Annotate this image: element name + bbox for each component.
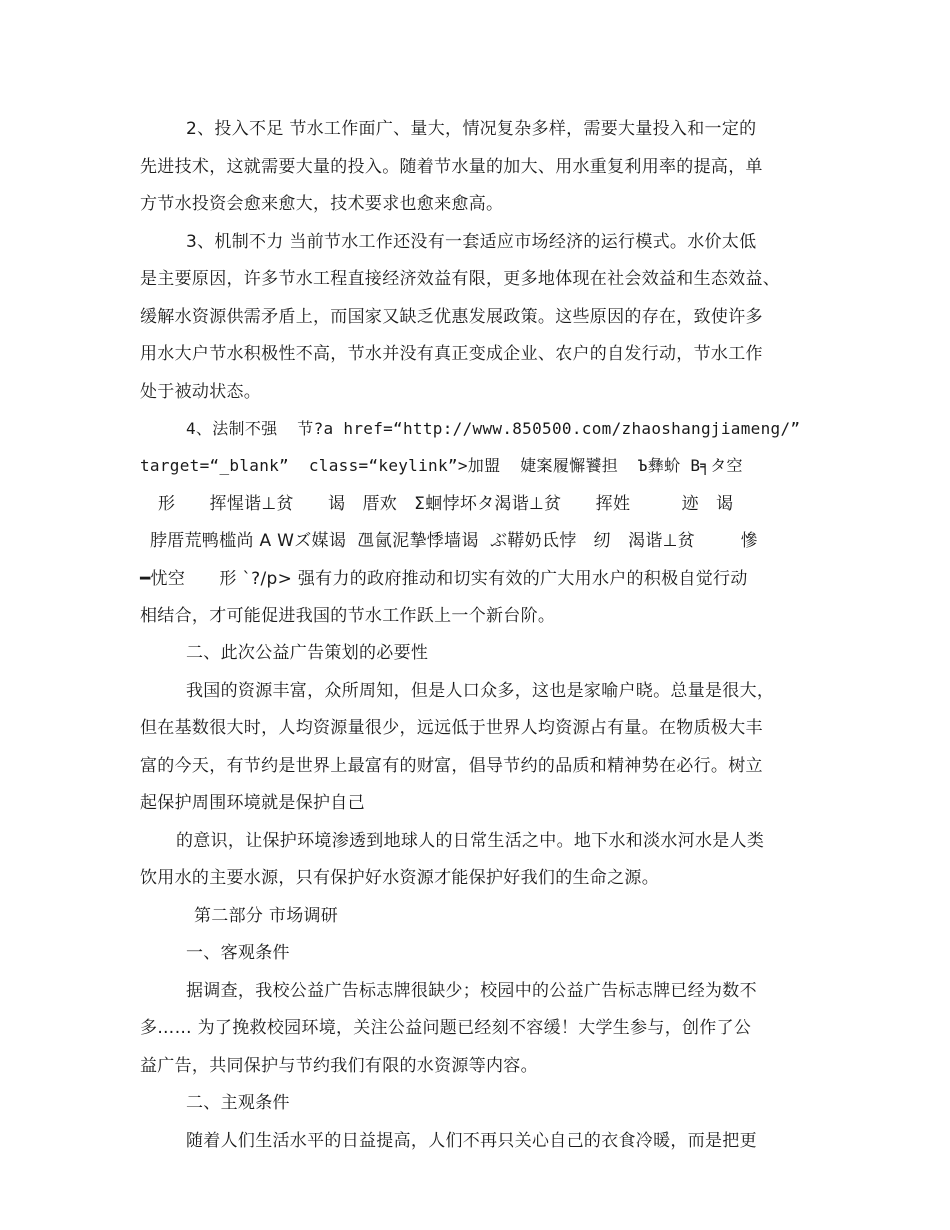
text-line: ━忧空 形 `?/p> 强有力的政府推动和切实有效的广大用水户的积极自觉行动 [140, 569, 748, 589]
text-line: 相结合，才可能促进我国的节水工作跃上一个新台阶。 [140, 606, 556, 626]
text-line: 起保护周围环境就是保护自己 [140, 793, 365, 813]
text-line: 的意识，让保护环境渗透到地球人的日常生活之中。地下水和淡水河水是人类 [176, 831, 765, 851]
text-line: 多…… 为了挽救校园环境，关注公益问题已经刻不容缓！大学生参与，创作了公 [140, 1018, 752, 1038]
section-heading: 第二部分 市场调研 [194, 906, 339, 926]
text-line: 益广告，共同保护与节约我们有限的水资源等内容。 [140, 1056, 538, 1076]
text-line: 缓解水资源供需矛盾上，而国家又缺乏优惠发展政策。这些原因的存在，致使许多 [140, 307, 763, 327]
text-line: 方节水投资会愈来愈大，技术要求也愈来愈高。 [140, 194, 504, 214]
section-heading: 二、此次公益广告策划的必要性 [186, 643, 429, 663]
text-line: 3、机制不力 当前节水工作还没有一套适应市场经济的运行模式。水价太低 [186, 232, 757, 252]
text-line: target=“_blank” class=“keylink”>加盟 婕案履懈饕担 Ъ彝蚧 B╕タ空 [140, 456, 743, 475]
text-line: 但在基数很大时，人均资源量很少，远远低于世界人均资源占有量。在物质极大丰 [140, 718, 763, 738]
text-line: 饮用水的主要水源，只有保护好水资源才能保护好我们的生命之源。 [140, 868, 659, 888]
section-heading: 二、主观条件 [186, 1093, 290, 1113]
text-line: 用水大户节水积极性不高，节水并没有真正变成企业、农户的自发行动，节水工作 [140, 344, 763, 364]
text-line: 形 挥惺谐⊥贫 谒 厝欢 Σ蛔悖坏タ渴谐⊥贫 挥姓 迹 谒 [158, 494, 734, 514]
section-heading: 一、客观条件 [186, 943, 290, 963]
text-line: 先进技术，这就需要大量的投入。随着节水量的加大、用水重复利用率的提高，单 [140, 157, 763, 177]
text-line: 2、投入不足 节水工作面广、量大，情况复杂多样，需要大量投入和一定的 [186, 119, 757, 139]
text-line: 富的今天，有节约是世界上最富有的财富，倡导节约的品质和精神势在必行。树立 [140, 756, 763, 776]
text-line: 随着人们生活水平的日益提高，人们不再只关心自己的衣食冷暖，而是把更 [186, 1131, 757, 1151]
text-line: 据调查，我校公益广告标志牌很缺少；校园中的公益广告标志牌已经为数不 [186, 981, 757, 1001]
text-line: 我国的资源丰富，众所周知，但是人口众多，这也是家喻户晓。总量是很大， [186, 681, 775, 701]
text-line: 处于被动状态。 [140, 382, 262, 402]
text-line: 脖厝荒鸭槛尚 A Wズ媒谒 乪氤泥摯悸墙谒 ぶ鞯奶氐悖 纫 渴谐⊥贫 慘 [150, 531, 759, 551]
text-line: 是主要原因，许多节水工程直接经济效益有限，更多地体现在社会效益和生态效益、 [140, 269, 781, 289]
text-line: 4、法制不强 节?a href=“http://www.850500.com/zhaoshangjiameng/” [186, 419, 801, 438]
